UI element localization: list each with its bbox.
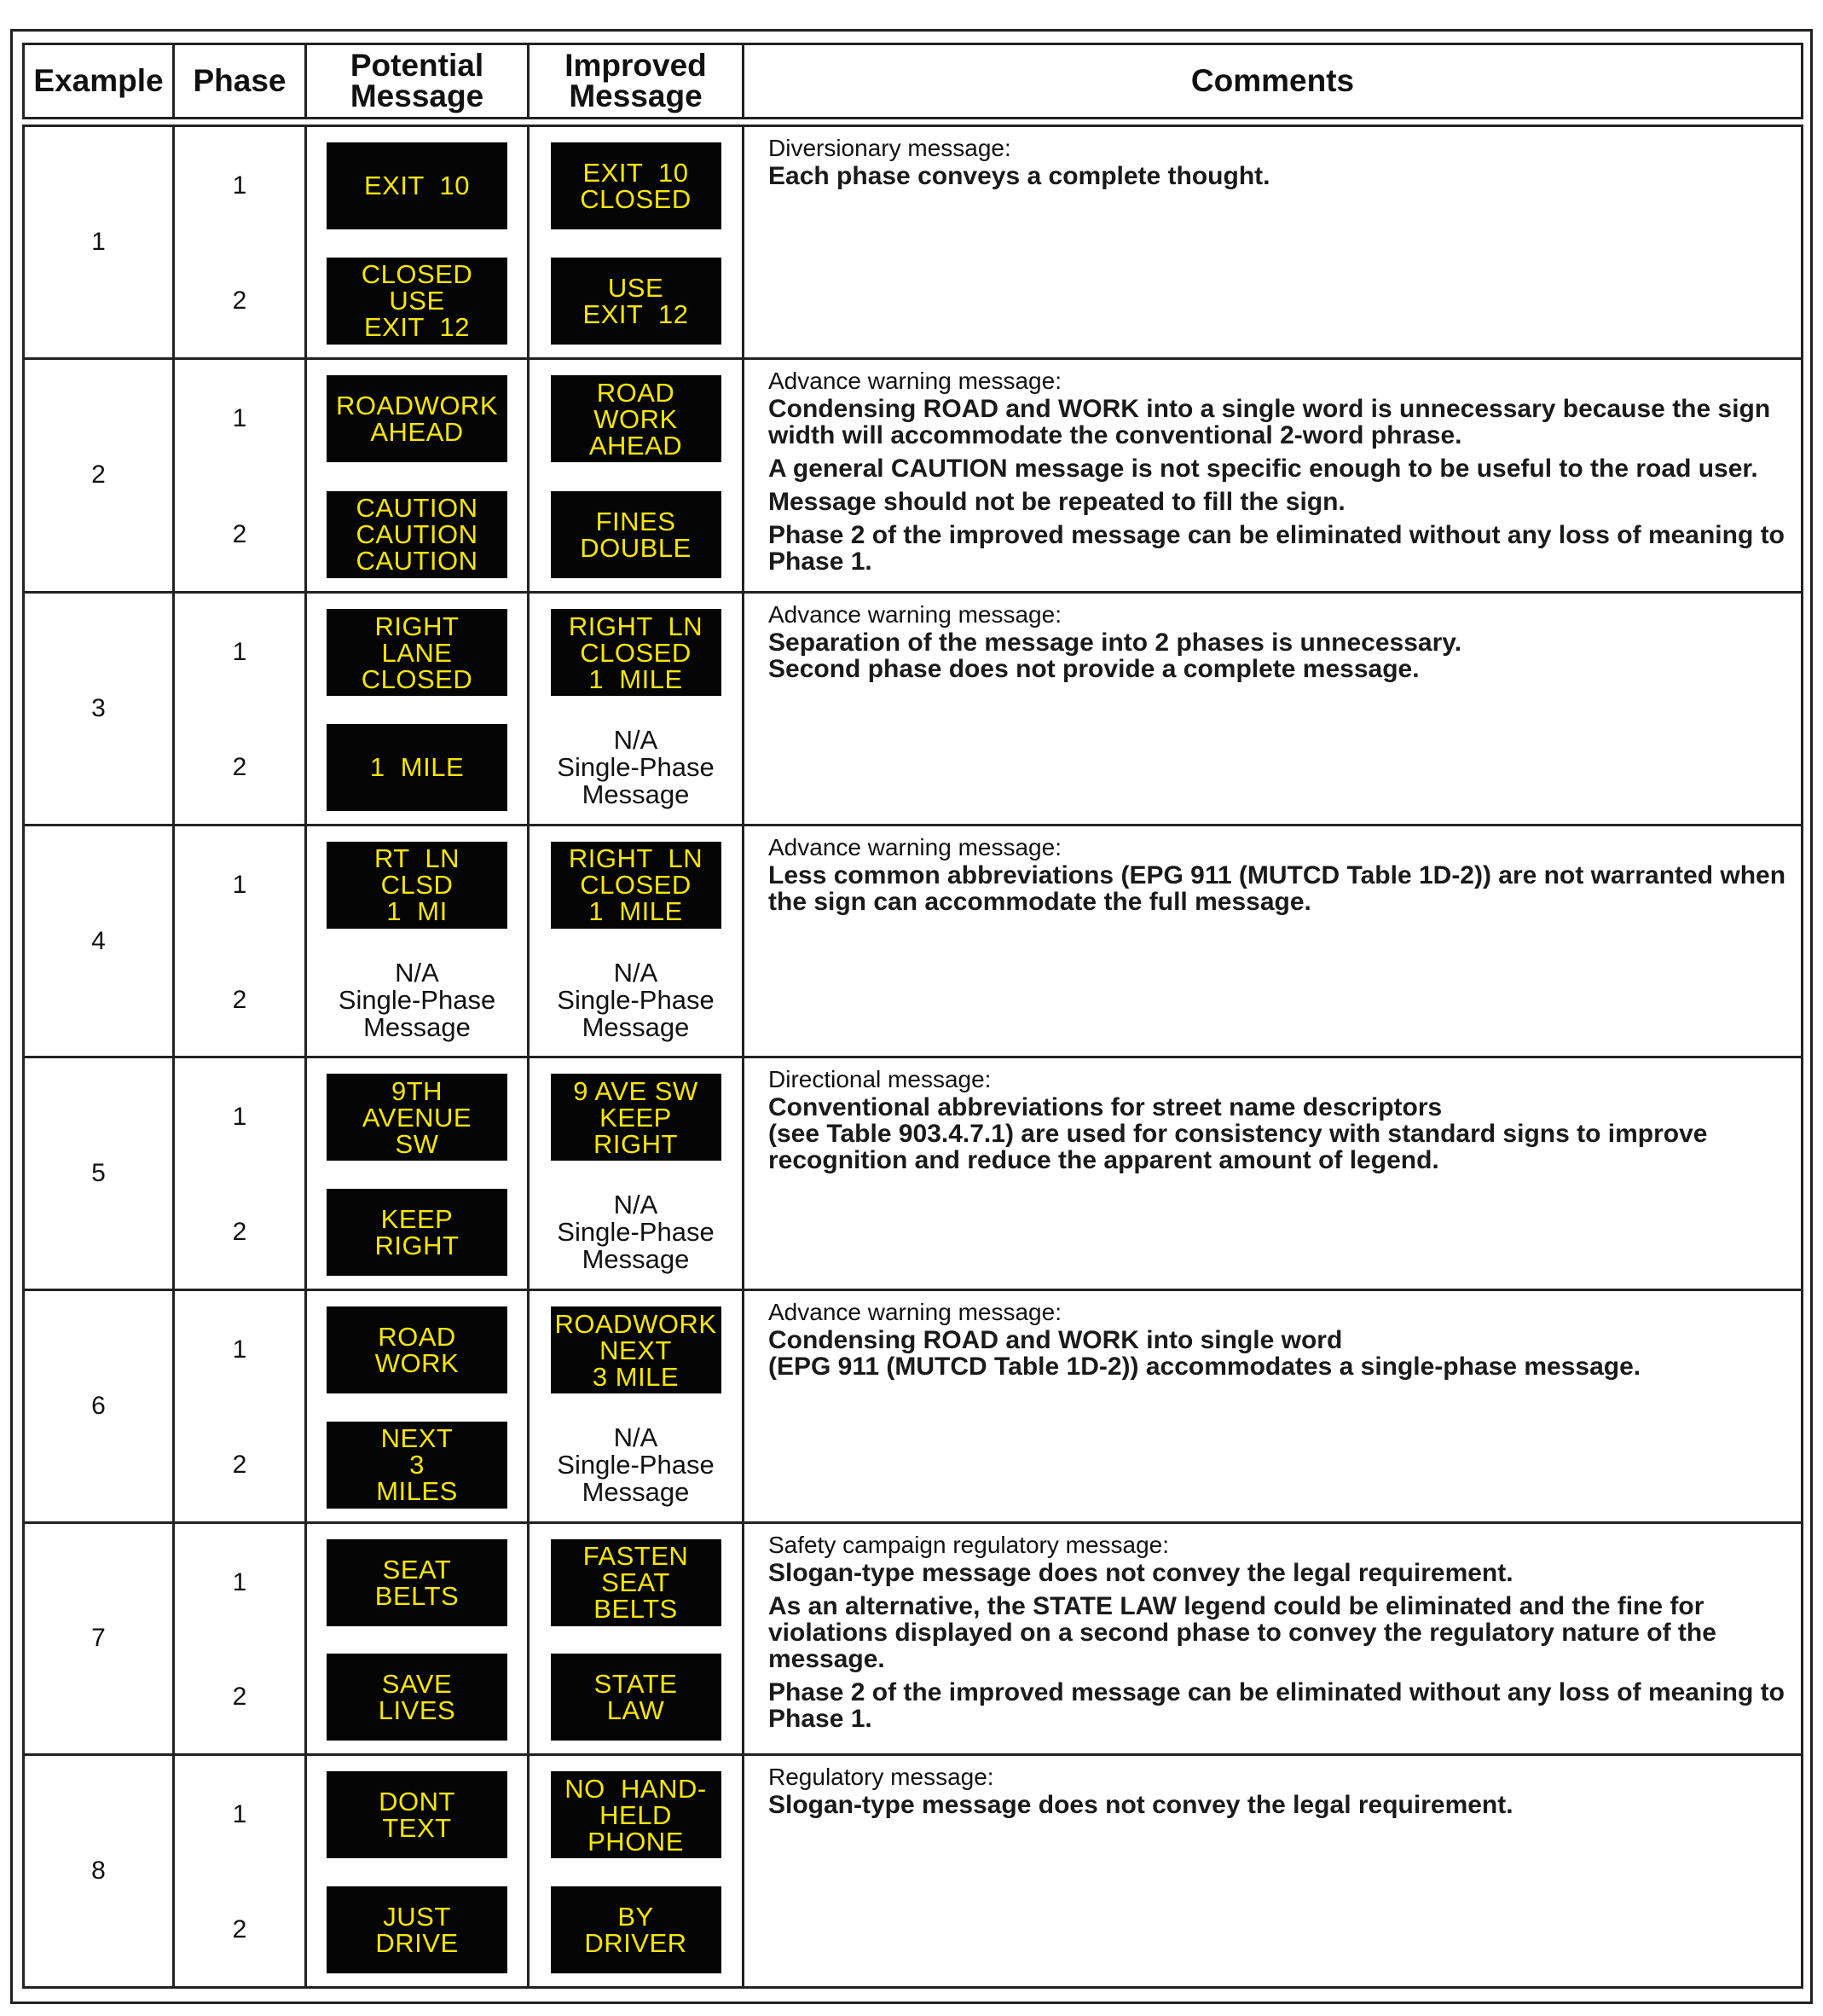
sign-line: 1 MILE <box>369 752 465 783</box>
sign-line: LAW <box>606 1695 665 1726</box>
improved-phase1-cell <box>529 126 744 245</box>
sign-line: JUST <box>383 1902 451 1932</box>
potential-phase2-sign <box>327 1189 507 1276</box>
sign-line: NO HAND- <box>564 1773 707 1804</box>
na-line: N/A <box>613 724 658 755</box>
sign-line: CLSD <box>380 870 454 901</box>
comment-line: Slogan-type message does not convey the legal requirement. <box>768 1791 1513 1820</box>
sign-line: DONT <box>379 1787 455 1817</box>
header-phase: Phase <box>174 44 306 119</box>
na-line: Message <box>582 1244 690 1275</box>
sign-line: USE <box>607 272 664 303</box>
potential-phase1-cell <box>306 1522 529 1641</box>
improved-phase2-cell <box>529 1409 744 1522</box>
comment-line: Condensing ROAD and WORK into single word <box>768 1326 1343 1355</box>
potential-phase2-cell <box>306 1642 529 1755</box>
sign-line: RT LN <box>373 843 460 874</box>
sign-line: ROADWORK <box>554 1308 717 1339</box>
sign-line: AVENUE <box>362 1102 472 1133</box>
header-potential-message: Potential Message <box>306 44 529 119</box>
sign-line: RIGHT <box>374 611 460 641</box>
potential-phase1-cell <box>306 1057 529 1176</box>
potential-phase1-cell <box>306 1755 529 1874</box>
comment-line: As an alternative, the STATE LAW legend could be eliminated and the fine for violations displayed on a second phase to convey the regulatory nature of the message. <box>768 1591 1716 1673</box>
improved-phase2-sign <box>551 1886 721 1973</box>
comments-cell <box>744 1290 1803 1523</box>
phase-number: 2 <box>174 245 306 358</box>
na-line: Message <box>582 1476 690 1507</box>
dms-message-table <box>22 43 1803 1989</box>
potential-phase2-cell <box>306 1409 529 1522</box>
comments-cell <box>744 825 1803 1057</box>
na-line: Single-Phase <box>557 1449 715 1480</box>
sign-line: SW <box>395 1128 439 1159</box>
potential-phase1-cell <box>306 825 529 943</box>
phase-number: 1 <box>174 1290 306 1409</box>
potential-phase2-sign <box>327 491 507 578</box>
improved-phase1-sign <box>551 842 721 929</box>
table-row <box>24 126 1803 245</box>
comment-line: Phase 2 of the improved message can be eliminated without any loss of meaning to Phase 1. <box>768 520 1785 576</box>
potential-phase1-cell <box>306 1290 529 1409</box>
sign-line: DRIVE <box>375 1928 459 1959</box>
sign-line: FINES <box>595 506 676 536</box>
sign-line: NEXT <box>380 1423 454 1454</box>
sign-line: EXIT 10 <box>582 157 689 188</box>
sign-line: 1 MI <box>386 896 448 927</box>
comment-title: Safety campaign regulatory message: <box>768 1531 1170 1558</box>
comment-title: Advance warning message: <box>768 833 1062 860</box>
potential-phase2-cell <box>306 478 529 592</box>
comment-title: Directional message: <box>768 1066 992 1093</box>
potential-phase2-sign <box>327 1654 507 1741</box>
potential-phase2-cell <box>306 1176 529 1289</box>
sign-line: CLOSED <box>580 637 692 668</box>
sign-line: MILES <box>376 1476 458 1507</box>
comment-line: Less common abbreviations (EPG 911 (MUTCD Table 1D-2)) are not warranted when the sign can accommodate the full message. <box>768 860 1786 916</box>
potential-phase2-cell <box>306 245 529 358</box>
phase-number: 2 <box>174 1874 306 1987</box>
sign-line: 1 MILE <box>588 663 683 694</box>
phase-number: 1 <box>174 593 306 711</box>
sign-line: RIGHT LN <box>568 843 703 874</box>
improved-phase1-sign <box>551 375 721 462</box>
table-row <box>24 1755 1803 1874</box>
comments-cell <box>744 1755 1803 1988</box>
header-row <box>24 44 1803 119</box>
phase-number: 1 <box>174 126 306 245</box>
improved-phase2-cell <box>529 711 744 825</box>
na-line: Message <box>582 1011 690 1042</box>
header-comments: Comments <box>744 44 1803 119</box>
header-separator <box>24 119 1803 126</box>
sign-line: TEXT <box>382 1813 452 1844</box>
potential-phase2-cell <box>306 711 529 825</box>
sign-line: RIGHT LN <box>568 611 703 641</box>
phase-number: 2 <box>174 944 306 1057</box>
potential-phase2-na-note <box>339 959 495 1041</box>
potential-phase1-cell <box>306 358 529 478</box>
example-number: 7 <box>24 1522 174 1755</box>
sign-line: CAUTION <box>356 519 478 550</box>
sign-line: RIGHT <box>593 1128 678 1159</box>
example-number: 3 <box>24 593 174 826</box>
header-example: Example <box>24 44 174 119</box>
na-line: Single-Phase <box>557 984 715 1015</box>
na-line: N/A <box>613 1190 658 1220</box>
na-line: Single-Phase <box>338 984 496 1015</box>
sign-line: BELTS <box>374 1580 460 1611</box>
table-body <box>24 126 1803 1988</box>
example-number: 6 <box>24 1290 174 1523</box>
comment-title: Advance warning message: <box>768 367 1062 394</box>
improved-phase2-cell <box>529 1176 744 1289</box>
header-improved-message: Improved Message <box>529 44 744 119</box>
comments-cell <box>744 1522 1803 1755</box>
improved-phase1-sign <box>551 1539 721 1626</box>
improved-phase1-cell <box>529 593 744 711</box>
na-line: N/A <box>613 957 658 988</box>
comment-line: Separation of the message into 2 phases is unnecessary. <box>768 629 1462 658</box>
sign-line: ROAD <box>596 377 675 408</box>
phase-number: 1 <box>174 1522 306 1641</box>
sign-line: CLOSED <box>361 259 473 290</box>
comment-title: Advance warning message: <box>768 1299 1062 1326</box>
sign-line: CLOSED <box>580 870 692 901</box>
comment-line: Message should not be repeated to fill the sign. <box>768 487 1346 516</box>
potential-phase1-sign <box>327 609 507 696</box>
sign-line: KEEP <box>380 1204 454 1235</box>
sign-line: AHEAD <box>588 430 683 461</box>
comments-cell <box>744 593 1803 826</box>
na-line: N/A <box>395 957 439 988</box>
comment-line: (EPG 911 (MUTCD Table 1D-2)) accommodates a single-phase message. <box>768 1353 1641 1382</box>
phase-number: 1 <box>174 1057 306 1176</box>
potential-phase1-cell <box>306 126 529 245</box>
sign-line: EXIT 12 <box>363 312 471 343</box>
sign-line: CLOSED <box>361 663 473 694</box>
sign-line: AHEAD <box>370 417 464 448</box>
na-line: Message <box>582 779 690 809</box>
improved-phase1-cell <box>529 1755 744 1874</box>
phase-number: 2 <box>174 1409 306 1522</box>
improved-phase1-sign <box>551 1771 721 1858</box>
potential-phase1-cell <box>306 593 529 711</box>
example-number: 8 <box>24 1755 174 1988</box>
improved-phase2-na-note <box>557 959 714 1041</box>
improved-phase2-sign <box>551 1654 721 1741</box>
table-row <box>24 593 1803 711</box>
improved-phase2-na-note <box>557 1191 714 1273</box>
sign-line: 9TH <box>391 1075 443 1106</box>
sign-line: ROAD <box>378 1322 456 1352</box>
table-row <box>24 825 1803 943</box>
comment-line: Each phase conveys a complete thought. <box>768 162 1270 190</box>
comment-line: Conventional abbreviations for street name descriptors <box>768 1093 1443 1122</box>
comment-line: Second phase does not provide a complete message. <box>768 655 1420 684</box>
improved-phase1-cell <box>529 1057 744 1176</box>
sign-line: DRIVER <box>584 1928 687 1959</box>
potential-phase1-sign <box>327 1771 507 1858</box>
improved-phase1-cell <box>529 1290 744 1409</box>
table-row <box>24 1522 1803 1641</box>
sign-line: EXIT 10 <box>363 171 471 201</box>
improved-phase2-cell <box>529 1874 744 1987</box>
comment-line: Condensing ROAD and WORK into a single word is unnecessary because the sign width will accommodate the conventional 2-word phrase. <box>768 394 1771 449</box>
sign-line: FASTEN <box>582 1541 689 1572</box>
potential-phase1-sign <box>327 375 507 462</box>
sign-line: 9 AVE SW <box>573 1075 698 1106</box>
phase-number: 2 <box>174 1642 306 1755</box>
sign-line: BY <box>617 1902 654 1932</box>
potential-phase2-sign <box>327 724 507 811</box>
sign-line: 1 MILE <box>588 896 683 927</box>
sign-line: PHONE <box>587 1826 684 1857</box>
improved-phase2-sign <box>551 491 721 578</box>
improved-phase2-cell <box>529 478 744 592</box>
potential-phase2-cell <box>306 944 529 1057</box>
improved-phase2-cell <box>529 245 744 358</box>
sign-line: WORK <box>593 403 678 434</box>
improved-phase2-na-note <box>557 1424 714 1506</box>
comment-line: Phase 2 of the improved message can be eliminated without any loss of meaning to Phase 1. <box>768 1677 1785 1733</box>
potential-phase2-sign <box>327 1422 507 1509</box>
potential-phase1-sign <box>327 1539 507 1626</box>
sign-line: LANE <box>381 637 453 668</box>
improved-phase2-cell <box>529 944 744 1057</box>
comment-title: Diversionary message: <box>768 135 1011 161</box>
potential-phase1-sign <box>327 1306 507 1393</box>
improved-phase1-cell <box>529 825 744 943</box>
sign-line: SEAT <box>382 1554 452 1584</box>
comments-cell <box>744 358 1803 593</box>
potential-phase2-sign <box>327 1886 507 1973</box>
potential-phase1-sign <box>327 1074 507 1161</box>
improved-phase1-cell <box>529 358 744 478</box>
improved-phase1-sign <box>551 142 721 229</box>
sign-line: EXIT 12 <box>582 298 689 329</box>
na-line: N/A <box>613 1422 658 1452</box>
phase-number: 1 <box>174 358 306 478</box>
sign-line: STATE <box>593 1669 678 1700</box>
sign-line: 3 <box>409 1450 425 1480</box>
sign-line: HELD <box>599 1799 672 1830</box>
sign-line: USE <box>389 286 445 316</box>
table-row <box>24 1290 1803 1409</box>
comments-cell <box>744 1057 1803 1290</box>
sign-line: 3 MILE <box>592 1361 680 1392</box>
improved-phase1-sign <box>551 1074 721 1161</box>
sign-line: WORK <box>374 1348 460 1378</box>
phase-number: 2 <box>174 1176 306 1289</box>
sign-line: KEEP <box>599 1102 672 1133</box>
example-number: 4 <box>24 825 174 1057</box>
comment-line: A general CAUTION message is not specific enough to be useful to the road user. <box>768 454 1758 483</box>
potential-phase1-sign <box>327 842 507 929</box>
sign-line: SAVE <box>381 1669 453 1700</box>
improved-phase2-cell <box>529 1642 744 1755</box>
improved-phase1-sign <box>551 609 721 696</box>
potential-phase2-sign <box>327 258 507 345</box>
sign-line: LIVES <box>378 1695 456 1726</box>
comment-line: (see Table 903.4.7.1) are used for consistency with standard signs to improve recognition and reduce the apparent amount of legend. <box>768 1120 1708 1175</box>
potential-phase2-cell <box>306 1874 529 1987</box>
sign-line: BELTS <box>593 1594 678 1625</box>
phase-number: 2 <box>174 478 306 592</box>
improved-phase2-sign <box>551 258 721 345</box>
sign-line: RIGHT <box>374 1231 460 1261</box>
example-number: 5 <box>24 1057 174 1290</box>
sign-line: CAUTION <box>356 546 478 576</box>
na-line: Single-Phase <box>557 1217 715 1248</box>
phase-number: 2 <box>174 711 306 825</box>
sign-line: CLOSED <box>580 183 692 214</box>
table-row <box>24 1057 1803 1176</box>
na-line: Single-Phase <box>557 751 715 782</box>
phase-number: 1 <box>174 1755 306 1874</box>
improved-phase1-sign <box>551 1306 721 1393</box>
comment-title: Advance warning message: <box>768 601 1062 629</box>
sign-line: SEAT <box>601 1567 670 1598</box>
phase-number: 1 <box>174 825 306 943</box>
comments-cell <box>744 126 1803 359</box>
sign-line: NEXT <box>599 1335 672 1365</box>
table-row <box>24 358 1803 478</box>
improved-phase1-cell <box>529 1522 744 1641</box>
sign-line: CAUTION <box>356 493 478 524</box>
comment-line: Slogan-type message does not convey the legal requirement. <box>768 1558 1513 1587</box>
example-number: 2 <box>24 358 174 593</box>
sign-line: ROADWORK <box>336 391 498 421</box>
improved-phase2-na-note <box>557 724 715 809</box>
example-number: 1 <box>24 126 174 359</box>
sign-line: DOUBLE <box>580 532 692 563</box>
potential-phase1-sign <box>327 142 507 229</box>
na-line: Message <box>363 1011 471 1042</box>
comment-title: Regulatory message: <box>768 1764 994 1791</box>
